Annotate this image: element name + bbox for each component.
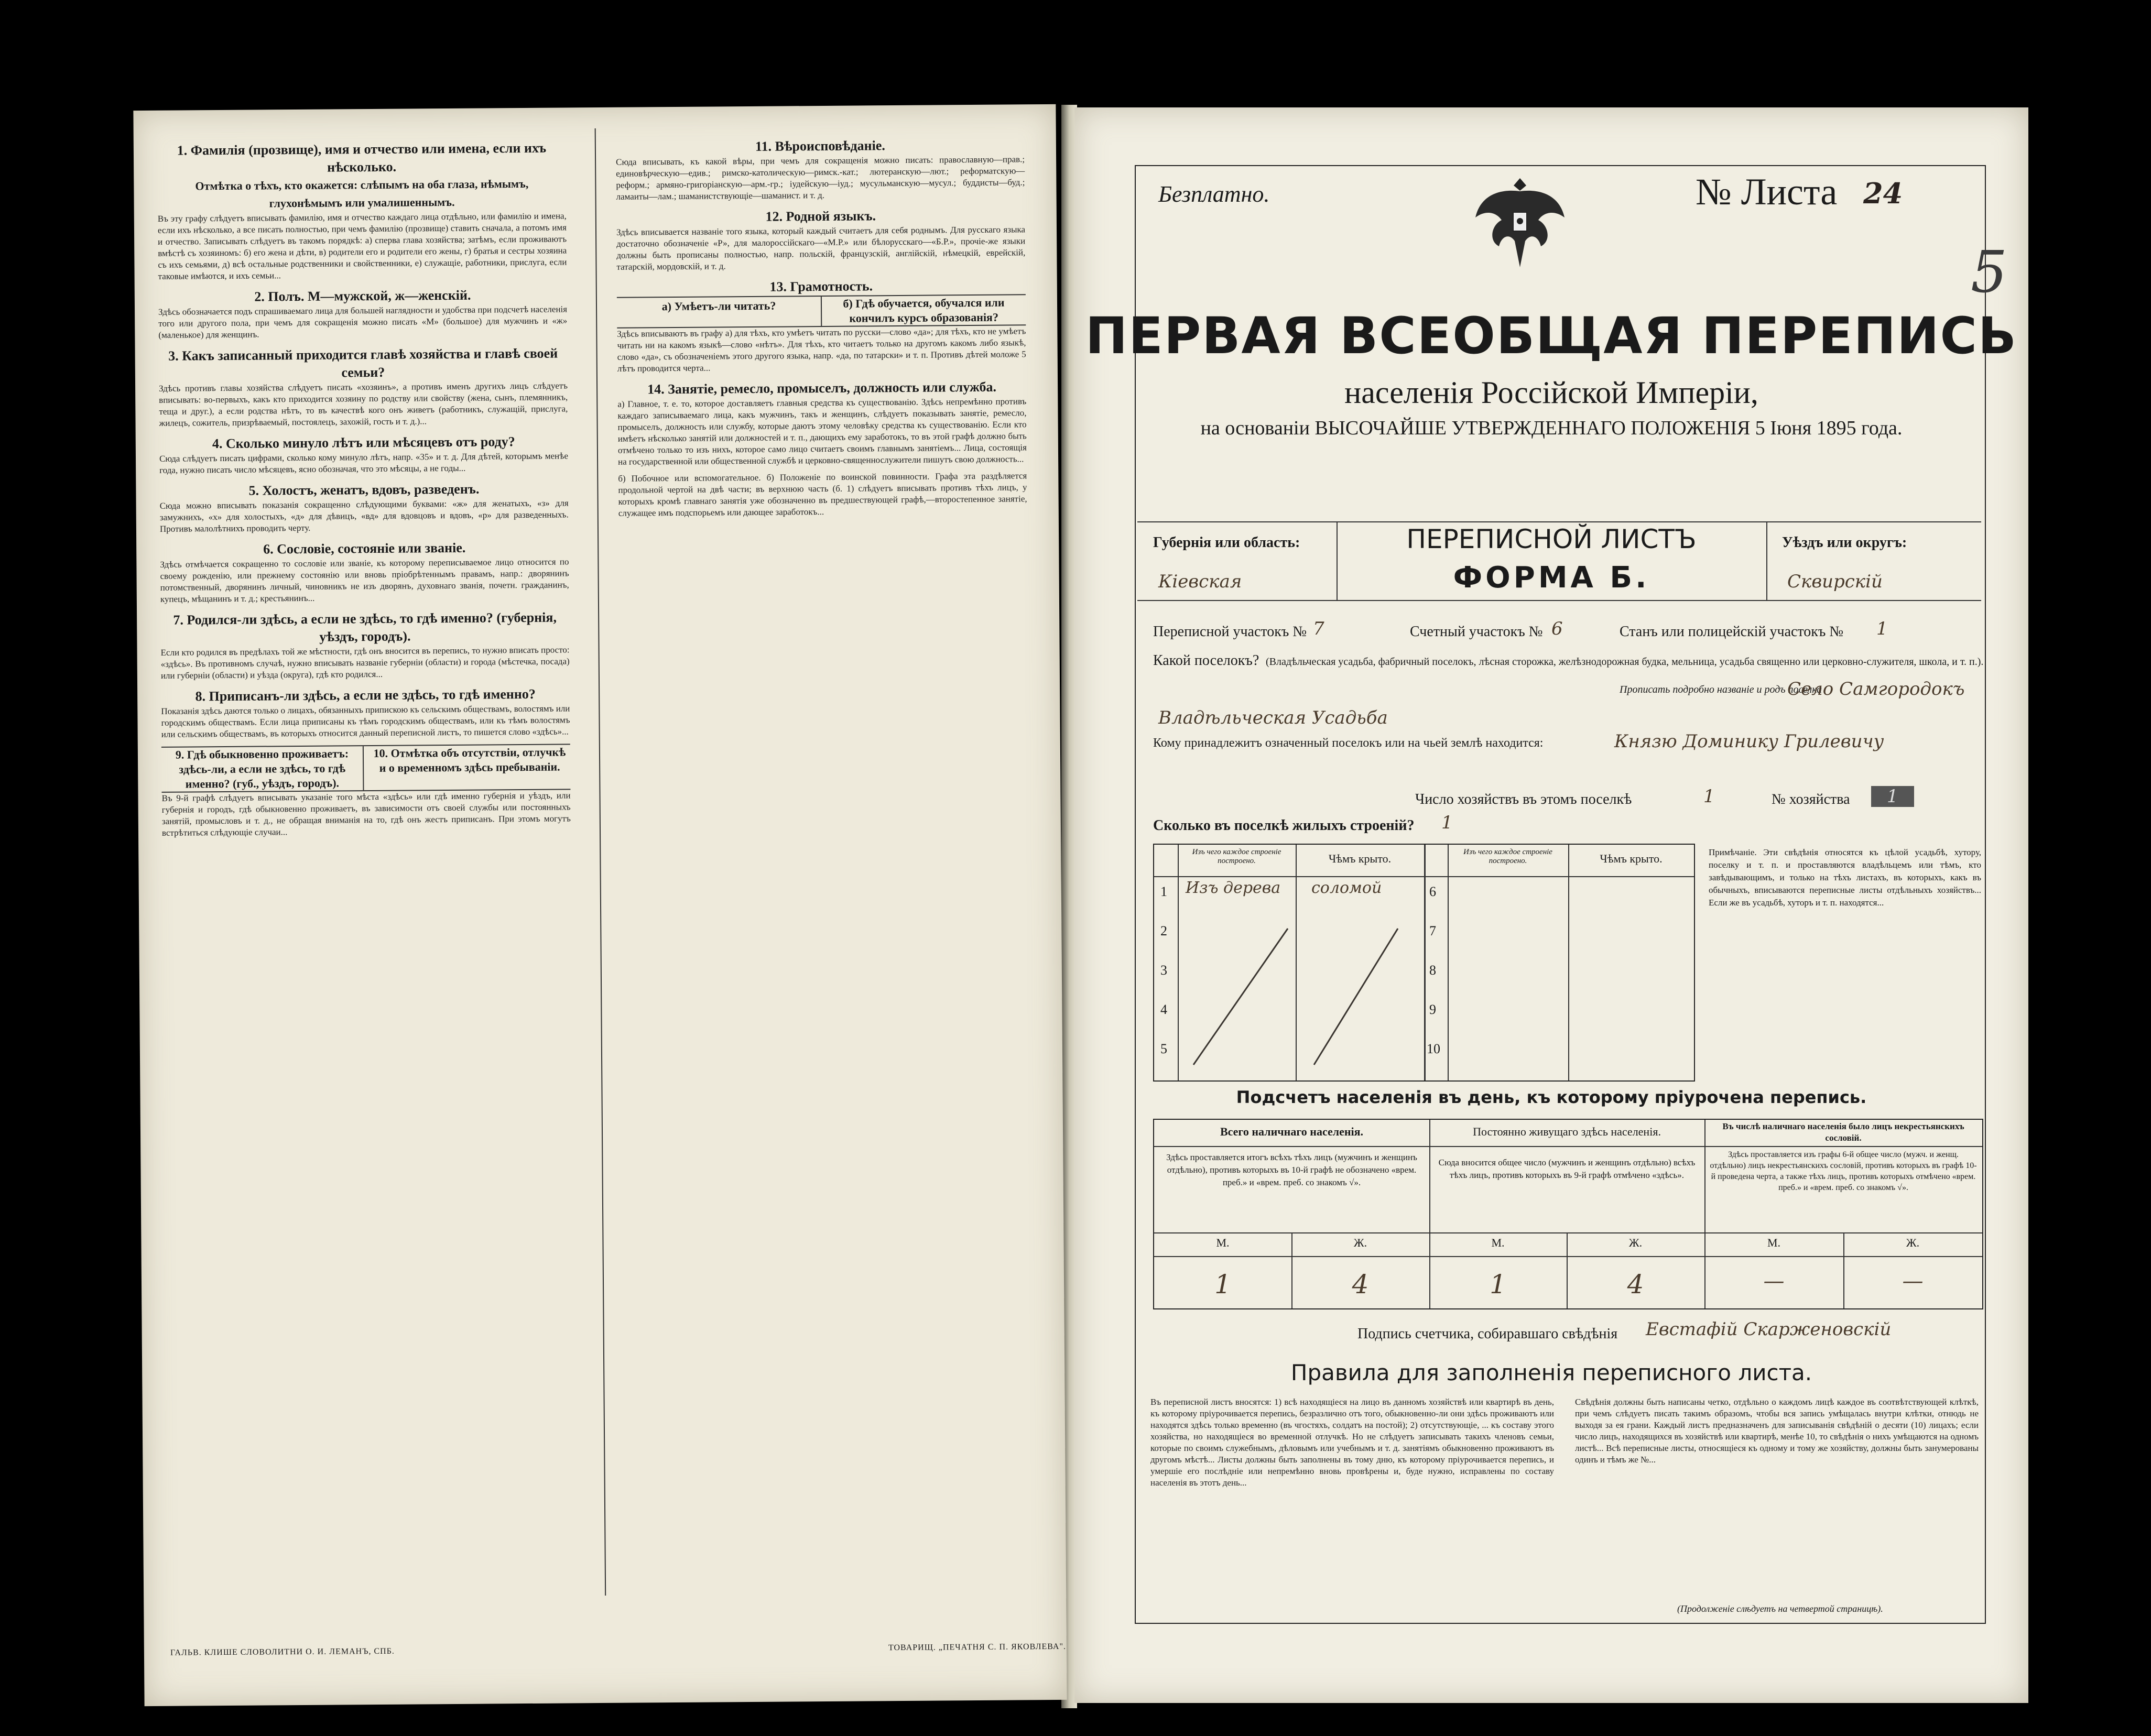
continued-note: (Продолженіе слѣдуетъ на четвертой страницѣ). [1677, 1603, 1883, 1614]
gubernia-value: Кіевская [1158, 571, 1242, 592]
rules-right-column: Свѣдѣнія должны быть написаны четко, отдѣльно о каждомъ лицѣ каждое въ соотвѣтствующей клѣткѣ, при чемъ слѣдуетъ писать такимъ образомъ, чтобы вся запись умѣщалась внутри клѣтки, отнюдь не выходя за ея грани. Каждый листъ предназначенъ для записыванія свѣдѣній о десяти (10) лицахъ; если число лицъ, находящихся въ хозяйствѣ или квартирѣ, менѣе 10, то свѣдѣнія о нихъ умѣщаются на одномъ листѣ... Всѣ переписные листы, относящіеся къ одному и тому же хозяйству, должны быть занумерованы одинъ и тѣмъ же №... [1575, 1397, 1979, 1465]
bt-row-num-10: 10 [1427, 1041, 1440, 1056]
household-no-value: 1 [1871, 786, 1914, 807]
left-page-instructions [133, 104, 1067, 1706]
ct-zh-3: Ж. [1906, 1236, 1920, 1249]
uchastok-value: 7 [1313, 618, 1324, 639]
bt-head-roof-1: Чѣмъ крыто. [1328, 852, 1392, 865]
poselok-question: Какой поселокъ? [1153, 652, 1259, 669]
right-page-census-form [1074, 107, 2028, 1703]
left-column [157, 139, 571, 838]
ct-mzh-rule [1154, 1256, 1982, 1257]
poselok-value: Село Самгородокъ [1787, 679, 1965, 700]
ct-desc-permanent: Сюда вносится общее число (мужчинъ и женщинъ отдѣльно) всѣхъ тѣхъ лицъ, противъ которыхъ въ 9-й графѣ отмѣчено «здѣсь». [1438, 1158, 1696, 1180]
eagle-icon [1470, 168, 1570, 272]
section-8-body: Показанія здѣсь даются только о лицахъ, обязанныхъ припискою къ сельскимъ обществамъ, волостямъ или городскимъ обществамъ. Если лица приписаны къ тѣмъ городскимъ обществамъ, или къ тѣмъ волостямъ или сельскимъ обществамъ, въ которыхъ относится данный переписной листъ, то пишется слово «здѣсь»... [161, 703, 570, 739]
sheet-number-value: 24 [1863, 177, 1903, 210]
bt-row-num-3: 3 [1160, 963, 1167, 978]
column-divider [595, 128, 606, 1596]
section-13-title: 13. Грамотность. [769, 278, 873, 294]
ct-head-noncrest: Въ числѣ наличнаго населенія было лицъ некрестьянскихъ сословій. [1722, 1121, 1964, 1143]
section-8-title: 8. Приписанъ-ли здѣсь, а если не здѣсь, то гдѣ именно? [195, 686, 536, 704]
section-13a: а) Умѣетъ-ли читать? [617, 297, 822, 327]
stan-label: Станъ или полицейскій участокъ № [1620, 624, 1844, 640]
list-form: ФОРМА Б. [1453, 561, 1650, 595]
ct-val-perm-m: 1 [1490, 1269, 1506, 1300]
bt-row-num-5: 5 [1160, 1041, 1167, 1056]
imperial-eagle-emblem [1470, 168, 1570, 272]
section-5-title: 5. Холостъ, женатъ, вдовъ, разведенъ. [248, 481, 480, 498]
signature-value: Евстафій Скарженовскій [1646, 1319, 1892, 1340]
poselok-value-2: Владѣльческая Усадьба [1158, 707, 1388, 728]
form-header-rule [1137, 600, 1981, 601]
ct-zh-2: Ж. [1628, 1236, 1643, 1249]
section-2-body: Здѣсь обозначается подъ спрашиваемаго лица для большей наглядности и удобства при подсчетѣ населенія того или другого пола, при чемъ для сокращенія можно писать «М» (большое) для мужчинъ и «ж» (маленькое) для женщинъ. [158, 304, 568, 340]
section-13-body: Здѣсь вписываютъ въ графу а) для тѣхъ, кто умѣетъ читать по русски—слово «да»; для тѣхъ, кто не умѣетъ читать ни на какомъ языкѣ—слово «нѣтъ». Для тѣхъ, кто читаетъ только на другомъ какомъ либо языкѣ, слово «да», съ обозначеніемъ этого другого языка, напр. «да, по татарски» и т. п. Противъ дѣтей моложе 5 лѣтъ проводится черта... [617, 326, 1026, 374]
ct-m-3: М. [1767, 1236, 1781, 1249]
owner-label: Кому принадлежитъ означенный поселокъ или на чьей землѣ находится: [1153, 736, 1544, 750]
section-4-title: 4. Сколько минуло лѣтъ или мѣсяцевъ отъ роду? [212, 434, 515, 452]
census-subtitle: населенія Россійской Имперіи, [1344, 375, 1758, 410]
schetny-label: Счетный участокъ № [1410, 624, 1543, 640]
buildings-note: Примѣчаніе. Эти свѣдѣнія относятся къ цѣлой усадьбѣ, хутору, поселку и т. п. и проставляются владѣльцемъ или тѣмъ, кто завѣдывающимъ, и только на тѣхъ листахъ, въ которыхъ, какъ въ обычныхъ, вписываются переписные листы отдѣльныхъ хозяйствъ... Если же въ усадьбѣ, хуторъ и т. п. находятся... [1709, 847, 1981, 908]
stan-value: 1 [1876, 618, 1888, 639]
section-1-note: Отмѣтка о тѣхъ, кто окажется: слѣпымъ на оба глаза, нѣмымъ, глухонѣмымъ или умалишеннымъ. [195, 177, 529, 210]
uezd-label: Уѣздъ или округъ: [1782, 534, 1907, 551]
section-13b: б) Гдѣ обучается, обучался или кончилъ курсъ образованія? [843, 296, 1005, 325]
schetny-value: 6 [1551, 618, 1563, 639]
count-title: Подсчетъ населенія въ день, къ которому пріурочена перепись. [1236, 1087, 1867, 1107]
households-label: Число хозяйствъ въ этомъ поселкѣ [1415, 791, 1632, 807]
section-6-body: Здѣсь отмѣчается сокращенно то сословіе или званіе, къ которому переписываемое лицо относится по своему рожденію, или прежнему состоянію или вновь пріобрѣтеннымъ правамъ, напр.: дворянинъ потомственный, дворянинъ личный, чиновникъ не изъ дворянъ, духовнаго званія, почетн. гражданинъ, купецъ, мѣщанинъ и т. д.; крестьянинъ... [160, 556, 569, 604]
ct-desc-noncrest: Здѣсь проставляется изъ графы 6-й общее число (мужч. и женщ. отдѣльно) лицъ некрестьянскихъ сословій, противъ которыхъ въ графѣ 10-й проведена черта, а также тѣхъ лицъ, противъ которыхъ отмѣчено «врем. преб.» и «врем. преб. со знакомъ √». [1710, 1150, 1977, 1192]
section-7-body: Если кто родился въ предѣлахъ той же мѣстности, гдѣ онъ вносится въ перепись, то нужно вписать просто: «здѣсь». Въ противномъ случаѣ, нужно вписывать названіе губерніи (области) и города (мѣстечка, посада) или губерніи (области) и уѣзда (округа), гдѣ кто родился... [160, 645, 570, 681]
census-title: ПЕРВАЯ ВСЕОБЩАЯ ПЕРЕПИСЬ [1085, 307, 2018, 365]
uchastok-label: Переписной участокъ № [1153, 624, 1307, 640]
section-10-title: 10. Отмѣтка объ отсутствіи, отлучкѣ и о временномъ здѣсь пребываніи. [373, 745, 566, 774]
rules-left-column: Въ переписной листъ вносятся: 1) всѣ находящіеся на лицо въ данномъ хозяйствѣ или квартирѣ въ день, къ которому пріурочивается перепись, безразлично отъ того, обыкновенно-ли они здѣсь проживаютъ или находятся здѣсь только временно (въ чгостяхъ, солдатъ на постой); 2) отсутствующіе, ... къ составу этого хозяйства, но находящіеся во временной отлучкѣ. Но не слѣдуетъ записывать такихъ членовъ семьи, которые по своимъ служебнымъ, дѣловымъ или учебнымъ и т. д. занятіямъ обыкновенно проживаютъ въ другомъ мѣстѣ... Листы должны быть заполнены въ тому дню, къ которому пріурочивается перепись, и умершіе его послѣдніе или непремѣнно вновь провѣрены и, буде нужно, исправлены по составу населенія въ этотъ день... [1150, 1397, 1554, 1488]
section-3-body: Здѣсь противъ главы хозяйства слѣдуетъ писать «хозяинъ», а противъ именъ другихъ лицъ слѣдуетъ вписывать: во-первыхъ, какъ кто приходится хозяину по родству или свойству (жена, сынъ, племянникъ, теща и друг.), а если родства нѣтъ, то въ качествѣ кого онъ живетъ (работникъ, служащій, прислуга, жилецъ, сожитель, призрѣваемый, постоялецъ, захожій, гость и т. д.)... [159, 380, 568, 428]
right-column [616, 136, 1027, 519]
ct-m-2: М. [1491, 1236, 1505, 1249]
printer-footer-right: ТОВАРИЩ. „ПЕЧАТНЯ С. П. ЯКОВЛЕВА". [888, 1642, 1067, 1653]
bt-head-material-1: Изъ чего каждое строеніе построено. [1192, 848, 1281, 865]
bt-row-num-6: 6 [1429, 884, 1436, 899]
sheet-number-label: № Листа [1696, 171, 1838, 213]
bt-row-num-7: 7 [1429, 923, 1436, 938]
bt-row1-roof: соломой [1311, 879, 1382, 897]
bt-col-line-4 [1448, 845, 1449, 1080]
poselok-hint-2: Прописать подробно названіе и родъ поселка [1620, 684, 1822, 695]
ct-val-total-zh: 4 [1352, 1269, 1369, 1300]
bt-head-roof-2: Чѣмъ крыто. [1600, 852, 1663, 865]
ct-m-1: М. [1216, 1236, 1230, 1249]
population-count-table [1153, 1119, 1983, 1309]
form-top-rule [1137, 521, 1981, 522]
bt-row-num-2: 2 [1160, 923, 1167, 938]
section-11-title: 11. Вѣроисповѣданіе. [755, 138, 885, 154]
free-label: Безплатно. [1158, 181, 1270, 207]
section-14-body-2: б) Побочное или вспомогательное. б) Положеніе по воинской повинности. Графа эта раздѣляется продольной чертой на двѣ части; въ верхнюю часть (б. 1) слѣдуетъ вписывать противъ тѣхъ лицъ, у которыхъ кромѣ главнаго занятія уже обозначенно въ предшествующей графѣ,—второстепенное занятіе, служащее имъ подспорьемъ или дающее заработокъ... [618, 471, 1027, 518]
section-9-10-header [161, 744, 571, 792]
bt-row-num-4: 4 [1160, 1002, 1167, 1017]
section-1-body: Въ эту графу слѣдуетъ вписывать фамилію, имя и отчество каждаго лица отдѣльно, или фамилію и имена, если ихъ нѣсколько, а все писать полностью, при чемъ фамилію (прозвище) ставить сначала, а потомъ имя и отчество. Записывать слѣдуетъ въ такомъ порядкѣ: а) сперва глава хозяйства; затѣмъ, если проживаютъ вмѣстѣ съ хозяиномъ: б) его жена и дѣти, в) родители его и родители его жены, г) братья и сестры хозяина съ ихъ семьями, д) всѣ остальные родственники и свойственники, е) служащіе, работники, прислуга, если таковые имѣются, и ихъ семьи... [157, 211, 567, 281]
section-13-subheads [617, 294, 1026, 328]
owner-value: Князю Доминику Грилевичу [1614, 731, 1884, 752]
ct-val-noncrest-zh: — [1902, 1269, 1924, 1293]
bt-head-material-2: Изъ чего каждое строеніе построено. [1463, 848, 1552, 865]
header-divider-2 [1766, 521, 1767, 600]
ct-head-permanent: Постоянно живущаго здѣсь населенія. [1473, 1125, 1661, 1138]
section-6-title: 6. Сословіе, состояніе или званіе. [263, 540, 466, 557]
buildings-label: Сколько въ поселкѣ жилыхъ строеній? [1153, 817, 1415, 834]
section-14-body: а) Главное, т. е. то, которое доставляетъ главныя средства къ существованію. Здѣсь непремѣнно противъ каждаго записываемаго лица, какъ мужчинъ, такъ и женщинъ, слѣдуетъ показывать занятіе, ремесло, промыселъ, должность или службу, которые даютъ этому человѣку средства къ существованію. Если кто имѣетъ нѣсколько занятій или должностей и т. п., дающихъ ему заработокъ, то въ этой графѣ должно быть отмѣчено только то изъ нихъ, которое само лицо считаетъ своимъ главнымъ занятіемъ... Лица, состоящія на государственной или общественной службѣ и церковно-священнослужители пишутъ свою должность... [617, 396, 1027, 467]
bt-row-num-1: 1 [1160, 884, 1167, 899]
rules-title: Правила для заполненія переписного листа. [1290, 1360, 1812, 1385]
ct-zh-1: Ж. [1353, 1236, 1367, 1249]
bt-col-line-5 [1568, 845, 1569, 1080]
section-3-title: 3. Какъ записанный приходится главѣ хозяйства и главѣ своей семьи? [168, 345, 558, 380]
bt-strike-marks [1178, 897, 1424, 1075]
households-value: 1 [1703, 786, 1715, 807]
signature-label: Подпись счетчика, собиравшаго свѣдѣнія [1357, 1326, 1618, 1342]
margin-mark: 5 [1971, 238, 2007, 305]
section-12-title: 12. Родной языкъ. [765, 208, 876, 224]
section-9-title: 9. Гдѣ обыкновенно проживаетъ: здѣсь-ли, а если не здѣсь, то гдѣ именно? (губ., уѣздъ, городъ). [161, 746, 364, 792]
section-2-title: 2. Полъ. М—мужской, ж—женскій. [254, 287, 471, 304]
section-9-body: Въ 9-й графѣ слѣдуетъ вписывать указаніе того мѣста «здѣсь» или гдѣ именно губернія и уѣздъ, или губернія и городъ, гдѣ обыкновенно проживаетъ, въ зависимости отъ своей службы или постоянныхъ занятій, промысловъ и т. д., не обращая вниманія на то, гдѣ онъ жестъ приписанъ. При этомъ могутъ встрѣтиться слѣдующіе случаи... [161, 790, 571, 838]
bt-row1-material: Изъ дерева [1186, 879, 1281, 897]
ct-val-total-m: 1 [1214, 1269, 1231, 1300]
poselok-hint: (Владѣльческая усадьба, фабричный поселокъ, лѣсная сторожка, желѣзнодорожная будка, мельница, усадьба священно или церковно-служителя, школа, и т. п.). [1266, 656, 1984, 668]
bt-row-num-9: 9 [1429, 1002, 1436, 1017]
ct-val-perm-zh: 4 [1627, 1269, 1644, 1300]
ct-desc-total: Здѣсь проставляется итогъ всѣхъ тѣхъ лицъ (мужчинъ и женщинъ отдѣльно), противъ которыхъ въ 10-й графѣ не обозначено «врем. преб.» и «врем. преб. со знакомъ √». [1166, 1152, 1417, 1187]
section-5-body: Сюда можно вписывать показанія сокращенно слѣдующими буквами: «ж» для женатыхъ, «з» для замужнихъ, «х» для холостыхъ, «д» для дѣвицъ, «вд» для вдовцовъ и вдовъ, «р» для разведенныхъ. Противъ малолѣтнихъ проводить черту. [159, 498, 569, 534]
section-1-title: 1. Фамилія (прозвище), имя и отчество или имена, если ихъ нѣсколько. [177, 140, 547, 175]
census-basis: на основаніи ВЫСОЧАЙШЕ УТВЕРЖДЕННАГО ПОЛОЖЕНІЯ 5 Іюня 1895 года. [1200, 417, 1903, 439]
bt-col-line-3 [1424, 845, 1426, 1080]
list-title: ПЕРЕПИСНОЙ ЛИСТЪ [1406, 524, 1697, 554]
buildings-value: 1 [1441, 812, 1453, 833]
ct-val-noncrest-m: — [1763, 1269, 1785, 1293]
section-14-title: 14. Занятіе, ремесло, промыселъ, должность или служба. [647, 379, 997, 397]
household-no-label: № хозяйства [1772, 791, 1850, 807]
uezd-value: Сквирскій [1787, 571, 1883, 592]
bt-row-num-8: 8 [1429, 963, 1436, 978]
printer-footer-left: ГАЛЬВ. КЛИШЕ СЛОВОЛИТНИ О. И. ЛЕМАНЪ, СПБ. [170, 1646, 395, 1657]
section-12-body: Здѣсь вписывается названіе того языка, который каждый считаетъ для себя роднымъ. Для русскаго языка достаточно обозначеніе «Р», для малороссійскаго—«М.Р.» или бѣлорусскаго—«Б.Р.», прочіе-же языки должны быть прописаны полностью, напр. польскій, французскій, англійскій, нѣмецкій, еврейскій, татарскій, мордовскій, и т. д. [616, 224, 1026, 272]
section-7-title: 7. Родился-ли здѣсь, а если не здѣсь, то гдѣ именно? (губернія, уѣздъ, городъ). [173, 609, 557, 645]
ct-desc-rule [1154, 1232, 1982, 1233]
buildings-table [1153, 844, 1695, 1082]
section-4-body: Сюда слѣдуетъ писать цифрами, сколько кому минуло лѣтъ, напр. «35» и т. д. Для дѣтей, которымъ менѣе года, нужно писать число мѣсяцевъ, ясно обозначая, что это мѣсяцы, а не годы... [159, 451, 569, 475]
gubernia-label: Губернія или область: [1153, 534, 1300, 551]
ct-head-total: Всего наличнаго населенія. [1220, 1125, 1364, 1138]
ct-head-rule [1154, 1146, 1982, 1147]
section-11-body: Сюда вписывать, къ какой вѣры, при чемъ для сокращенія можно писать: православную—прав.; единовѣрческую—едив.; римско-католическую—римск.-кат.; лютеранскую—лют.; реформатскую—реформ.; армяно-григоріанскую—арм.-гр.; іудейскую—іуд.; мусульманскую—мусул.; буддисты—буд.; ламаиты—лам.; шаманистствующіе—шаманист. и т. д. [616, 154, 1025, 202]
